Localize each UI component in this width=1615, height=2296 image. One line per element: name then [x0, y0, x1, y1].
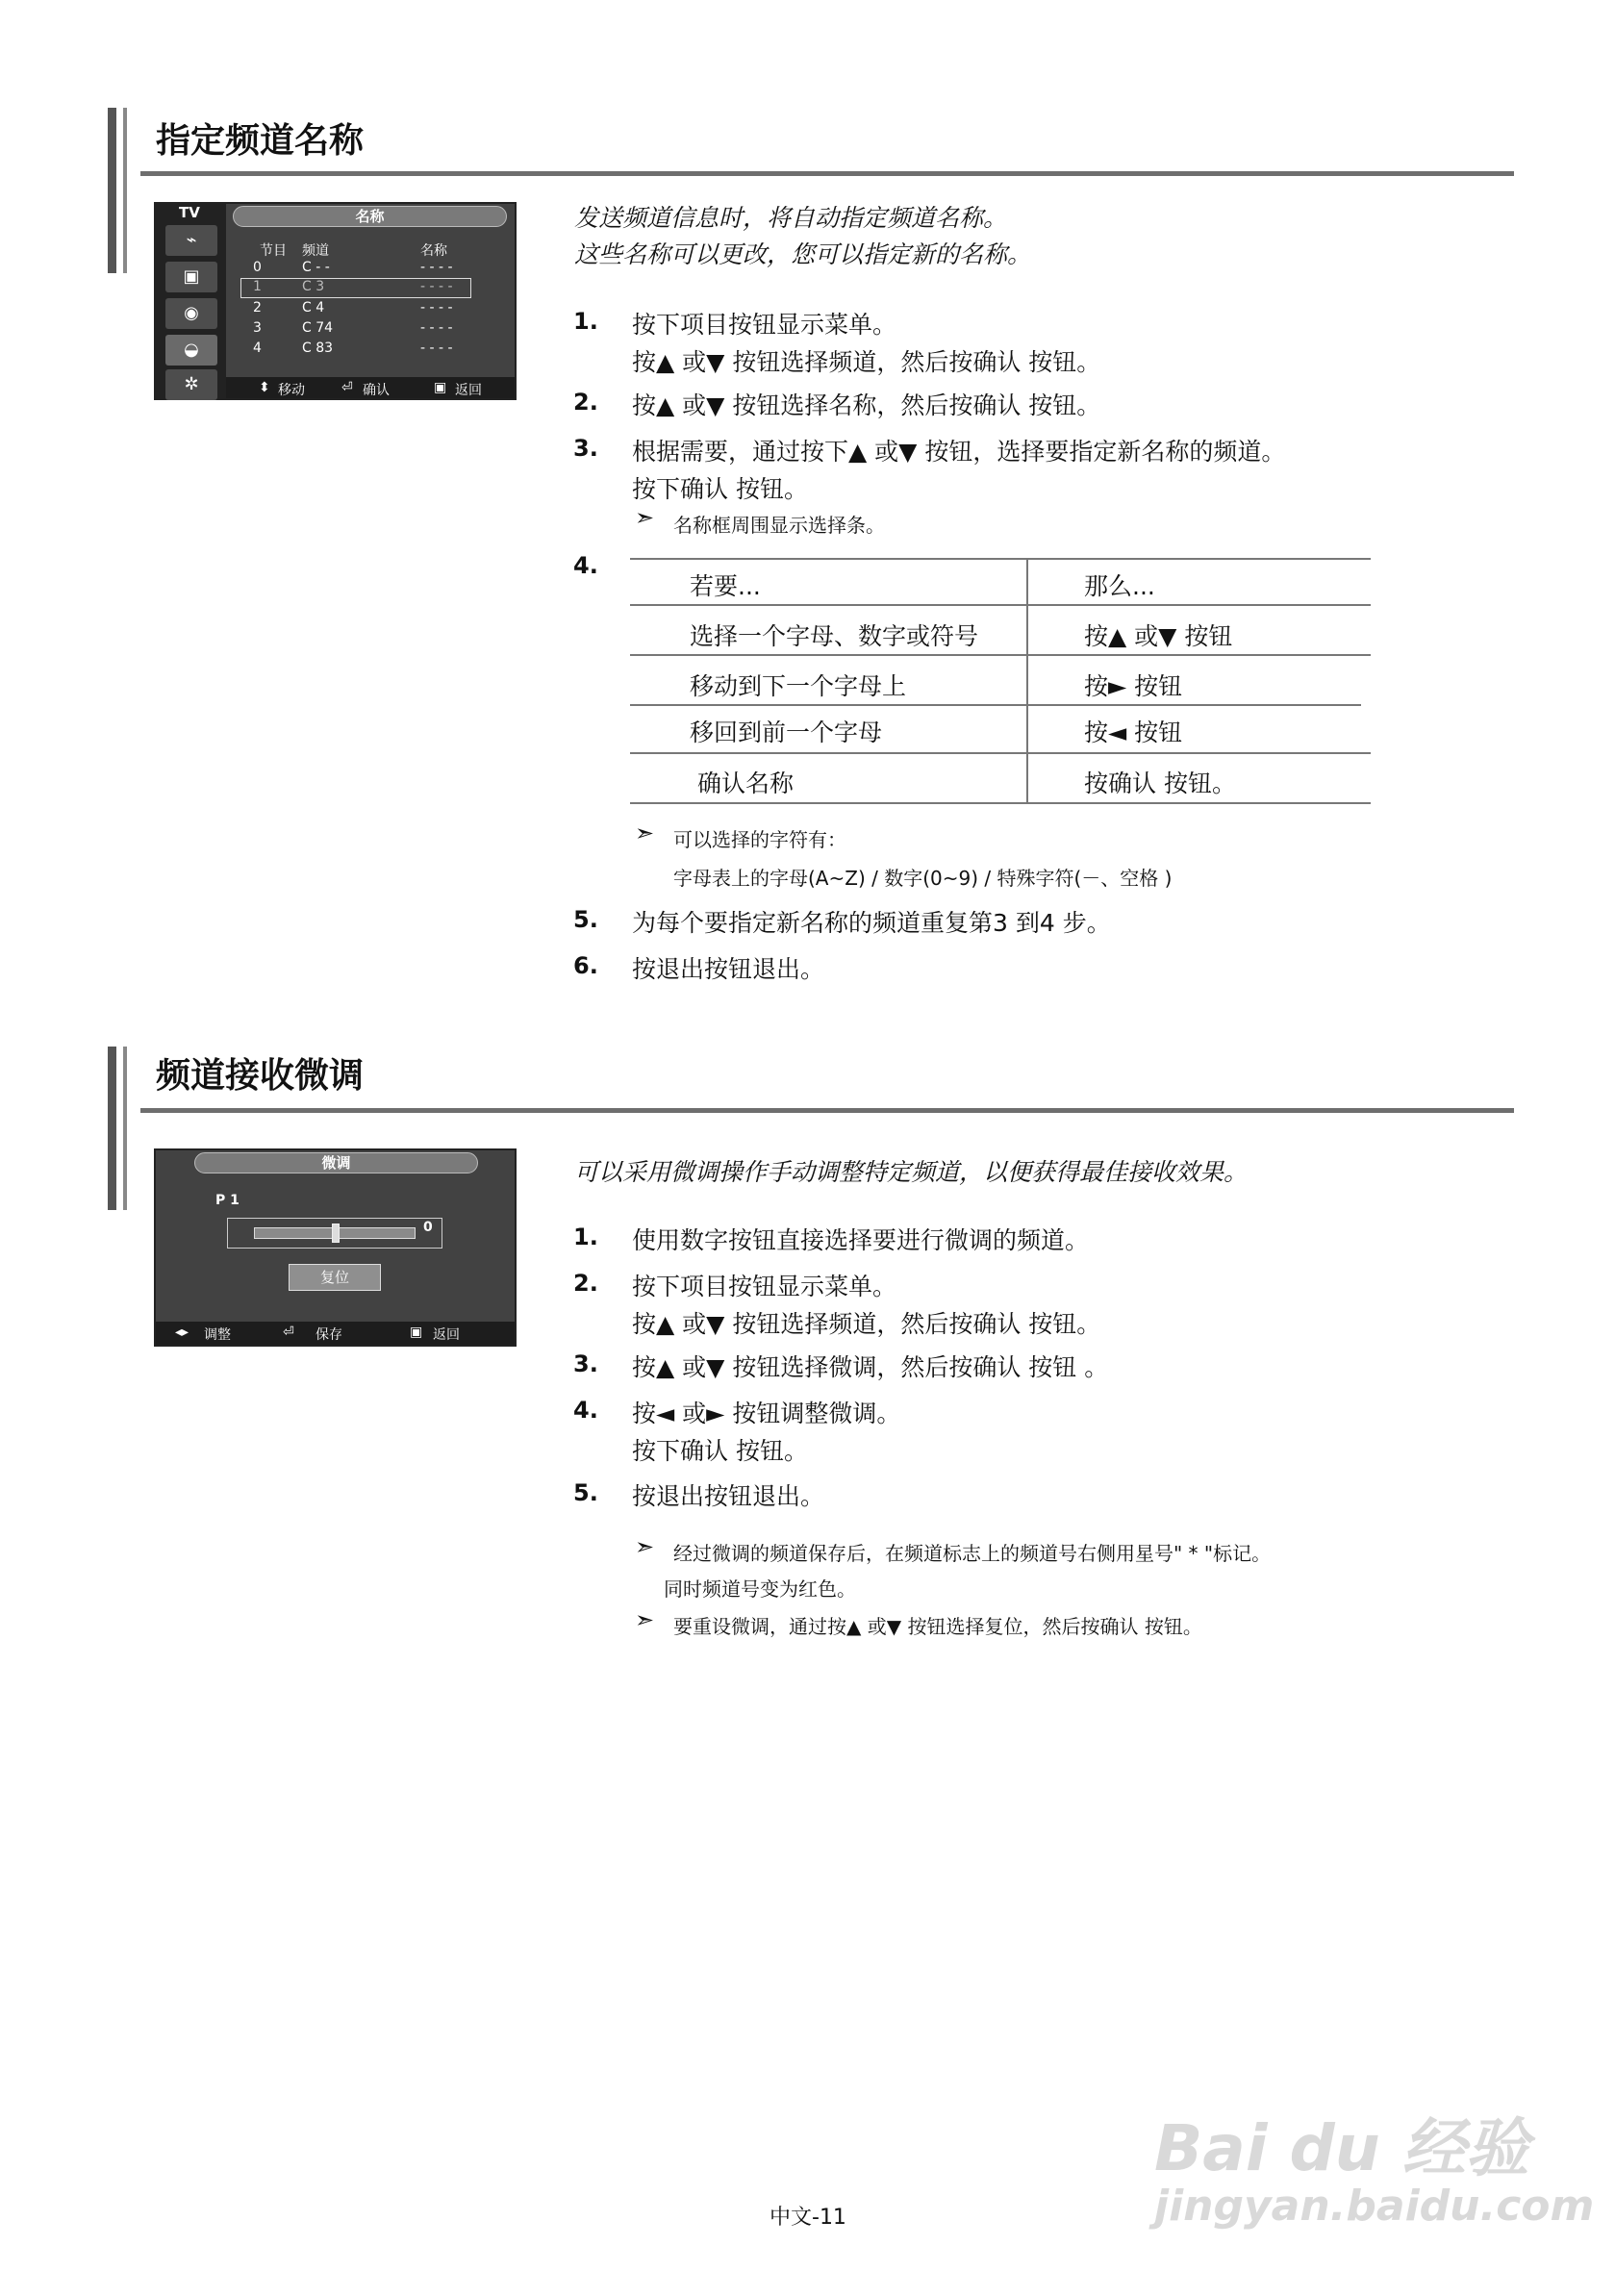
table-rule: [630, 802, 1371, 804]
row-channel: C 4: [302, 300, 325, 315]
table-cell: 移回到前一个字母: [690, 719, 883, 746]
step-number: 6.: [573, 952, 598, 979]
step-number: 3.: [573, 1350, 598, 1377]
table-rule: [630, 704, 1361, 706]
name-menu-screen: [154, 202, 517, 400]
section1-marker-thin: [123, 108, 127, 273]
table-rule: [630, 752, 1371, 754]
table-header-if: 若要...: [690, 572, 761, 600]
note-text: 名称框周围显示选择条。: [673, 514, 885, 537]
fine-tune-slider-thumb[interactable]: [332, 1224, 340, 1243]
note-arrow-icon: ➣: [635, 1606, 655, 1633]
step-number: 4.: [573, 1397, 598, 1424]
step-text: 根据需要，通过按下▲ 或▼ 按钮，选择要指定新名称的频道。: [632, 438, 1286, 466]
note-text: 同时频道号变为红色。: [664, 1577, 856, 1601]
footer-save: 保存: [315, 1327, 342, 1343]
step-text: 按下确认 按钮。: [632, 475, 808, 503]
channel-label: P 1: [215, 1193, 240, 1208]
step-text: 按下项目按钮显示菜单。: [632, 1273, 897, 1300]
baidu-watermark-logo: Bai du 经验: [1154, 2111, 1529, 2185]
table-header-then: 那么...: [1084, 572, 1155, 600]
table-rule: [630, 604, 1371, 606]
fine-tune-slider-track[interactable]: [254, 1227, 416, 1239]
row-name: - - - -: [420, 279, 453, 294]
step-number: 4.: [573, 552, 598, 579]
section1-marker: [108, 108, 116, 273]
footer-adjust: 调整: [204, 1327, 231, 1343]
table-rule: [630, 558, 1371, 560]
note-text: 字母表上的字母(A~Z) / 数字(0~9) / 特殊字符(－、空格 ): [673, 867, 1173, 890]
note-arrow-icon: ➣: [635, 504, 655, 531]
table-cell: 按► 按钮: [1084, 672, 1183, 700]
step-text: 按退出按钮退出。: [632, 1482, 825, 1510]
row-name: - - - -: [420, 320, 453, 336]
note-text: 可以选择的字符有：: [673, 828, 846, 851]
updown-icon: ⬍: [259, 380, 270, 395]
sound-icon: ◉: [165, 298, 217, 329]
table-cell: 按确认 按钮。: [1084, 770, 1236, 797]
reset-button[interactable]: 复位: [289, 1264, 381, 1291]
section2-intro: 可以采用微调操作手动调整特定频道，以便获得最佳接收效果。: [574, 1158, 1249, 1186]
section2-rule: [140, 1108, 1514, 1113]
section2-marker: [108, 1047, 116, 1210]
step-text: 按◄ 或► 按钮调整微调。: [632, 1400, 901, 1427]
enter-icon: ⏎: [341, 380, 353, 395]
antenna-icon: ⌁: [165, 225, 217, 256]
picture-icon: ▣: [165, 262, 217, 292]
table-cell: 移动到下一个字母上: [690, 672, 907, 700]
table-divider: [1026, 558, 1028, 802]
step-number: 2.: [573, 389, 598, 416]
step-text: 使用数字按钮直接选择要进行微调的频道。: [632, 1226, 1090, 1254]
step-number: 1.: [573, 1224, 598, 1250]
row-name: - - - -: [420, 300, 453, 315]
menu-footer: [226, 377, 515, 398]
section1-rule: [140, 171, 1514, 176]
fine-tune-menu-screen: [154, 1148, 517, 1347]
col-header-name: 名称: [420, 243, 447, 259]
channel-icon: ◒: [165, 335, 217, 366]
baidu-watermark-url: jingyan.baidu.com: [1154, 2182, 1595, 2231]
section2-title: 频道接收微调: [156, 1056, 365, 1096]
note-text: 要重设微调，通过按▲ 或▼ 按钮选择复位，然后按确认 按钮。: [673, 1615, 1202, 1638]
footer-confirm: 确认: [363, 383, 390, 398]
table-rule: [630, 654, 1371, 656]
note-text: 经过微调的频道保存后，在频道标志上的频道号右侧用星号" * "标记。: [673, 1542, 1272, 1565]
row-name: - - - -: [420, 260, 453, 275]
step-number: 1.: [573, 308, 598, 335]
setup-icon: ✲: [165, 369, 217, 400]
row-num: 3: [253, 320, 262, 336]
step-number: 5.: [573, 1479, 598, 1506]
step-text: 按下确认 按钮。: [632, 1437, 808, 1465]
step-text: 按▲ 或▼ 按钮选择名称，然后按确认 按钮。: [632, 391, 1101, 419]
footer-back: 返回: [433, 1327, 460, 1343]
note-arrow-icon: ➣: [635, 1533, 655, 1560]
save-icon: ⏎: [283, 1325, 294, 1340]
step-text: 按▲ 或▼ 按钮选择频道，然后按确认 按钮。: [632, 348, 1101, 376]
step-text: 为每个要指定新名称的频道重复第3 到4 步。: [632, 909, 1111, 937]
row-num: 1: [253, 279, 262, 294]
step-text: 按下项目按钮显示菜单。: [632, 311, 897, 339]
row-channel: C 74: [302, 320, 334, 336]
section1-intro-line1: 发送频道信息时，将自动指定频道名称。: [574, 204, 1008, 232]
page-number: 中文-11: [770, 2206, 846, 2230]
step-text: 按▲ 或▼ 按钮选择频道，然后按确认 按钮。: [632, 1310, 1101, 1338]
section1-title: 指定频道名称: [156, 121, 365, 161]
row-num: 2: [253, 300, 262, 315]
menu-header: 名称: [233, 206, 507, 227]
leftright-icon: ◂▸: [175, 1325, 189, 1340]
tv-label: TV: [179, 204, 200, 221]
menu-footer: [156, 1322, 515, 1345]
row-num: 0: [253, 260, 262, 275]
section1-intro-line2: 这些名称可以更改，您可以指定新的名称。: [574, 240, 1032, 268]
table-cell: 按▲ 或▼ 按钮: [1084, 622, 1233, 650]
step-text: 按退出按钮退出。: [632, 955, 825, 983]
row-channel: C 83: [302, 341, 334, 356]
row-name: - - - -: [420, 341, 453, 356]
action-table: [630, 558, 1371, 806]
footer-back: 返回: [455, 383, 482, 398]
return-icon: ▣: [434, 380, 447, 395]
row-num: 4: [253, 341, 262, 356]
step-number: 3.: [573, 435, 598, 462]
col-header-channel: 频道: [302, 243, 329, 259]
step-number: 2.: [573, 1270, 598, 1297]
step-number: 5.: [573, 906, 598, 933]
step-text: 按▲ 或▼ 按钮选择微调，然后按确认 按钮 。: [632, 1353, 1109, 1381]
menu-header: 微调: [194, 1152, 478, 1173]
col-header-num: 节目: [260, 243, 287, 259]
section2-marker-thin: [123, 1047, 127, 1210]
return-icon: ▣: [410, 1325, 423, 1340]
table-cell: 确认名称: [697, 770, 795, 797]
footer-move: 移动: [278, 383, 305, 398]
row-channel: C 3: [302, 279, 325, 294]
menu-sidebar: [156, 204, 226, 398]
table-cell: 选择一个字母、数字或符号: [690, 622, 979, 650]
table-cell: 按◄ 按钮: [1084, 719, 1183, 746]
row-channel: C - -: [302, 260, 330, 275]
fine-tune-value: 0: [423, 1220, 433, 1235]
note-arrow-icon: ➣: [635, 820, 655, 846]
